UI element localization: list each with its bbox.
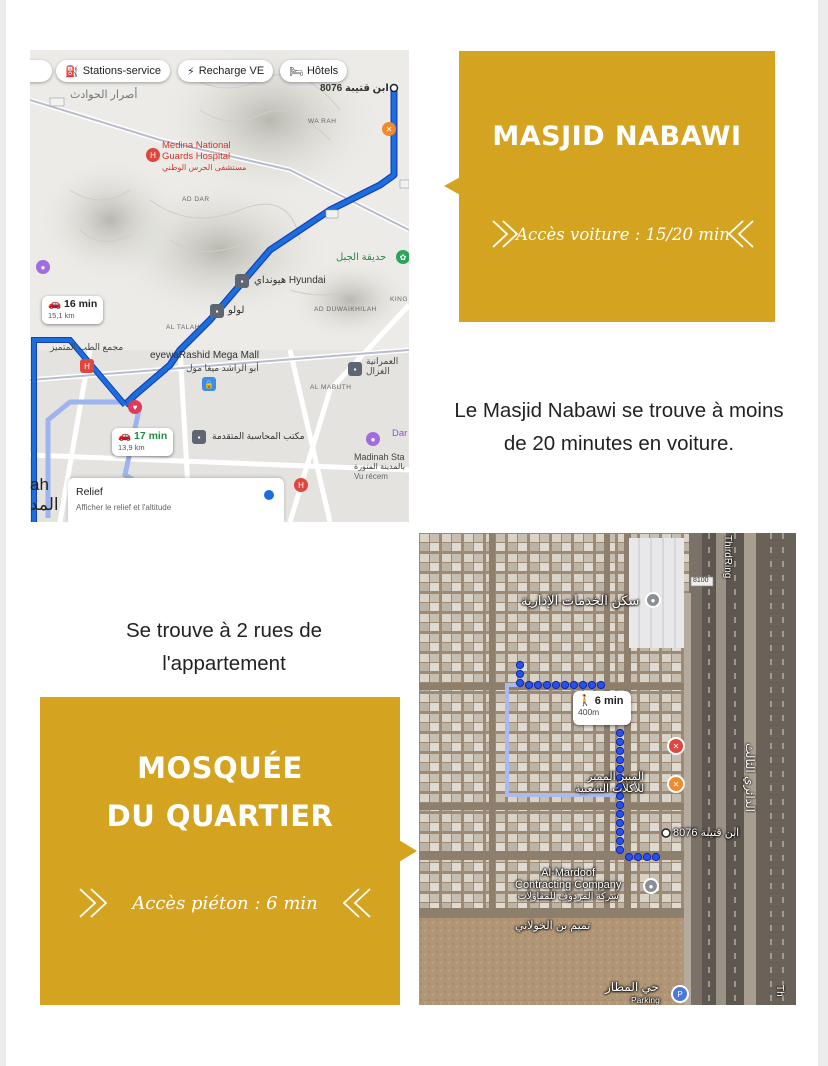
hotel-icon: 🛏 xyxy=(289,65,303,78)
store-icon-2[interactable]: ▪ xyxy=(210,304,224,318)
hospital-icon-3[interactable]: H xyxy=(294,478,308,492)
rashid-mall-label: eyewaRashid Mega Mall xyxy=(150,350,259,361)
quartier-access-banner xyxy=(78,885,372,921)
quartier-title-line1: MOSQUÉE xyxy=(137,751,303,785)
route-option-17min[interactable] xyxy=(112,428,173,456)
matar-label: حي المطار xyxy=(605,980,659,994)
ev-charger-label: Recharge VE xyxy=(198,65,265,77)
road-map[interactable] xyxy=(30,50,409,522)
quartier-panel xyxy=(40,697,400,1005)
hospital-icon-2[interactable]: H xyxy=(80,359,94,373)
residence-pin-icon[interactable]: ● xyxy=(645,592,661,608)
residence-label: سكن الخدمات الإدارية xyxy=(521,593,640,608)
mardoof-label: Al-Mardoof Contracting Company شركة المردوف للمقاولات xyxy=(515,867,622,902)
quartier-access-text: Accès piéton : 6 min xyxy=(132,892,318,914)
ad-duwaikhilah-label: AD DUWAIKHILAH xyxy=(314,306,377,313)
top-left-label: أصرار الحوادث xyxy=(70,89,138,101)
park-label: حديقة الجبل xyxy=(336,252,387,263)
third-ring-label: ThirdRing xyxy=(722,535,733,579)
tibb-label: مجمع الطب المتميز xyxy=(50,342,124,352)
company-pin-icon[interactable]: ● xyxy=(643,878,659,894)
car-icon: 🚗 xyxy=(48,298,62,310)
th-label: Th xyxy=(774,985,785,997)
gas-station-icon: ⛽ xyxy=(65,65,79,78)
parking-label: Parking xyxy=(631,995,660,1005)
al-talah-label: AL TALAH xyxy=(166,324,200,331)
chip-partial[interactable] xyxy=(30,60,52,82)
route-time-2: 17 min xyxy=(134,430,168,442)
ring-ar-label: الدائري الثالث xyxy=(743,743,757,813)
hotels-label: Hôtels xyxy=(306,65,339,77)
masjid-nabawi-panel xyxy=(459,51,775,322)
place-icon[interactable]: ● xyxy=(36,260,50,274)
edge-text: ah المد xyxy=(30,475,59,514)
king-label: KING xyxy=(390,296,408,303)
restaurant-icon[interactable]: ✕ xyxy=(382,122,396,136)
relief-toggle[interactable] xyxy=(264,490,274,500)
place-icon-2[interactable]: ● xyxy=(366,432,380,446)
quartier-intro: Se trouve à 2 rues de l'appartement xyxy=(125,619,322,675)
hospital-label: Medina National Guards Hospital مستشفى الحرس الوطني xyxy=(162,140,247,172)
lulu-label: لولو xyxy=(228,305,245,316)
walking-route-box[interactable] xyxy=(573,691,631,725)
mosque-pin-icon[interactable]: ✕ xyxy=(667,737,685,755)
food-pin-icon[interactable]: ✕ xyxy=(667,775,685,793)
omrania-label: العمرانية الغزال xyxy=(366,356,399,376)
route-option-16min[interactable] xyxy=(42,296,103,324)
relief-subtitle: Afficher le relief et l'altitude xyxy=(76,503,172,512)
masjid-access-text: Accès voiture : 15/20 min xyxy=(516,224,730,244)
gas-stations-label: Stations-service xyxy=(82,65,161,77)
route-distance: 15,1 km xyxy=(48,311,75,320)
hospital-icon[interactable]: H xyxy=(146,148,160,162)
hotels-chip[interactable] xyxy=(280,60,347,82)
pointer-arrow-bottom xyxy=(399,840,419,862)
street-label: تميم بن الخولاني xyxy=(515,920,591,932)
favorite-heart-icon[interactable]: ♥ xyxy=(128,400,142,414)
ev-charger-chip[interactable] xyxy=(178,60,273,82)
accounting-label: مكتب المحاسبة المتقدمة xyxy=(212,431,305,441)
mosque-food-label: المنبر المميز للأكلات الشعبية xyxy=(575,771,645,795)
walking-icon: 🚶 xyxy=(578,695,592,707)
walk-distance: 400m xyxy=(578,707,600,717)
masjid-description: Le Masjid Nabawi se trouve à moins de 20 minutes en voiture. xyxy=(454,399,784,455)
store-icon-3[interactable]: ▪ xyxy=(348,362,362,376)
store-icon-4[interactable]: ▪ xyxy=(192,430,206,444)
car-icon-2: 🚗 xyxy=(118,430,132,442)
wa-rah-label: WA RAH xyxy=(308,118,337,125)
store-icon[interactable]: ▪ xyxy=(235,274,249,288)
road-8100-label: 8100 xyxy=(693,577,709,584)
relief-layer-card[interactable] xyxy=(68,478,284,522)
route-distance-2: 13,9 km xyxy=(118,443,145,452)
relief-title: Relief xyxy=(76,486,103,498)
walk-time: 6 min xyxy=(594,695,624,707)
page xyxy=(6,0,818,1066)
madinah-station-label: Madinah Sta بالمدينة المنورة Vu récem xyxy=(354,452,405,481)
gas-stations-chip[interactable] xyxy=(56,60,170,82)
masjid-title: MASJID NABAWI xyxy=(492,121,742,152)
ibn-qutaiba-label-2: 8076 ابن قتيبة xyxy=(673,827,740,839)
rashid-mall-ar-label: أبو الراشد ميغا مول xyxy=(186,363,259,373)
road-map-background xyxy=(30,50,409,522)
al-mabuth-label: AL MABUTH xyxy=(310,384,352,391)
ibn-qutaiba-label: 8076 ابن قتيبة xyxy=(320,83,389,94)
shopping-icon[interactable]: 🔒 xyxy=(202,377,216,391)
ev-charger-icon: ⚡ xyxy=(187,65,195,78)
hyundai-label: هيونداي Hyundai xyxy=(254,275,326,286)
masjid-access-banner xyxy=(491,217,755,251)
route-time: 16 min xyxy=(64,298,98,310)
parking-icon[interactable]: P xyxy=(671,985,689,1003)
ad-dar-label: AD DAR xyxy=(182,196,210,203)
satellite-map[interactable] xyxy=(419,533,796,1005)
dar-label: Dar xyxy=(392,428,408,439)
quartier-title-line2: DU QUARTIER xyxy=(106,799,334,833)
park-icon[interactable]: ✿ xyxy=(396,250,409,264)
